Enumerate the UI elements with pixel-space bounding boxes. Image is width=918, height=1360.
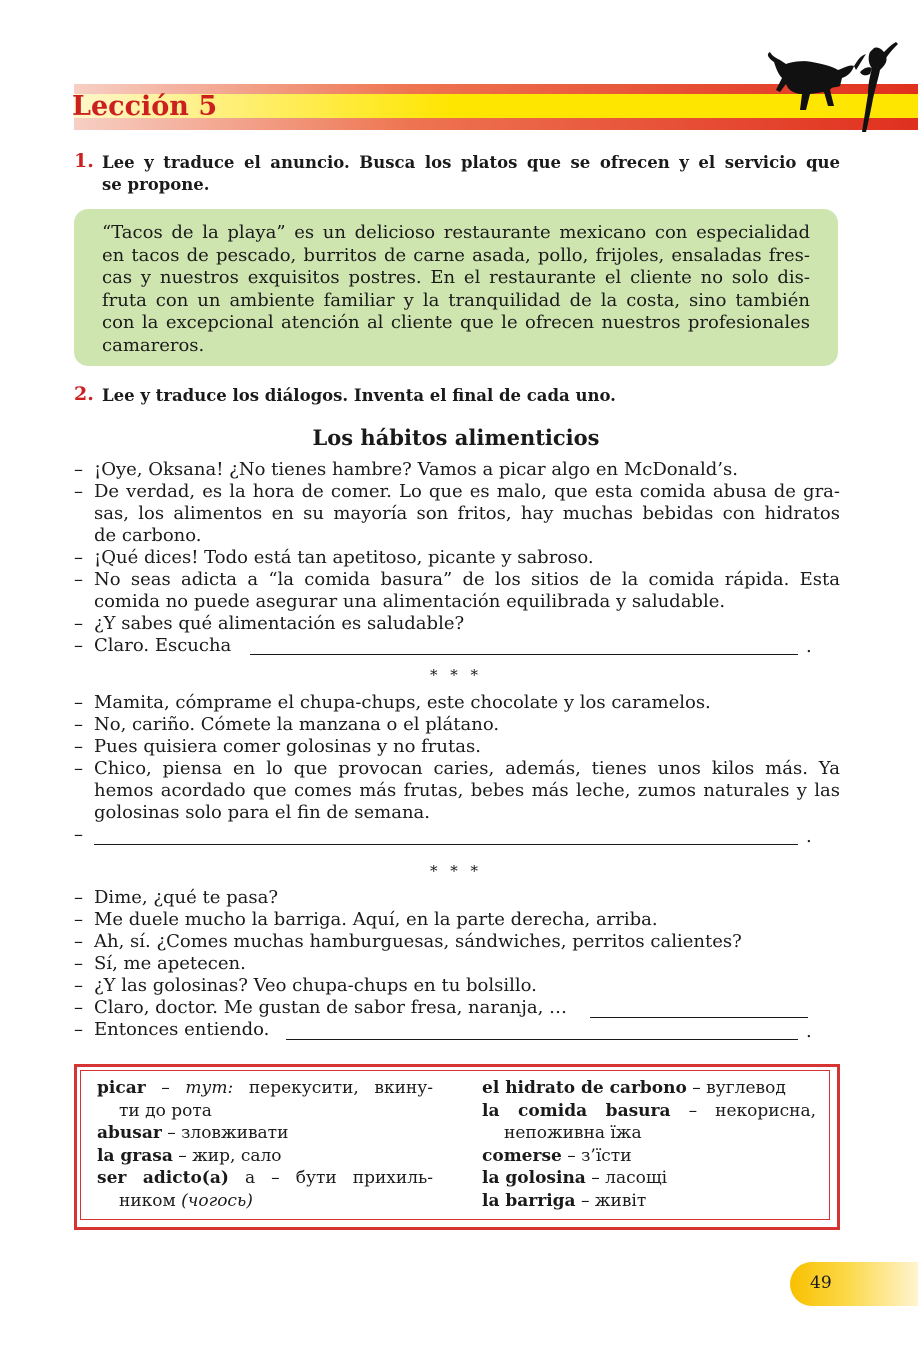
- answer-period: .: [806, 1021, 812, 1042]
- answer-period: .: [806, 826, 812, 847]
- vocab-entry: la grasa – жир, сало: [97, 1145, 282, 1166]
- vocab-entry: el hidrato de carbono – вуглевод: [482, 1078, 786, 1098]
- exercise-1-instruction-line-1: Lee y traduce el anuncio. Busca los platos que se ofrecen y el servicio que: [102, 153, 840, 172]
- vocab-entry: ser adicto(a) а – бути прихиль-: [97, 1168, 433, 1188]
- exercise-2-instruction: Lee y traduce los diálogos. Inventa el final de cada uno.: [102, 386, 616, 405]
- ad-line: en tacos de pescado, burritos de carne asada, pollo, frijoles, ensaladas fres-: [102, 244, 810, 266]
- vocab-entry-continuation: непоживна їжа: [504, 1123, 642, 1143]
- advertisement-text: [102, 222, 810, 357]
- vocab-entry-continuation: ти до рота: [119, 1100, 212, 1121]
- ad-line: “Tacos de la playa” es un delicioso restaurante mexicano con especialidad: [102, 222, 810, 243]
- vocab-entry: la barriga – живіт: [482, 1190, 647, 1211]
- ad-line: fruta con un ambiente familiar y la tranquilidad de la costa, sino también: [102, 289, 810, 311]
- lesson-title: Lección 5: [72, 91, 218, 122]
- page-number: 49: [810, 1273, 832, 1293]
- vocab-entry: abusar – зловживати: [97, 1123, 289, 1143]
- answer-blank-2[interactable]: [94, 844, 798, 845]
- vocab-entry: la golosina – ласощі: [482, 1168, 668, 1188]
- bullfight-illustration: [762, 40, 902, 135]
- exercise-2-number: 2.: [74, 383, 94, 405]
- vocabulary-left-column: [97, 1077, 433, 1212]
- dialog-section-title: Los hábitos alimenticios: [312, 425, 600, 450]
- ad-line: cas y nuestros exquisitos postres. En el restaurante el cliente no solo dis-: [102, 267, 810, 288]
- textbook-page: Lección 5 1. Lee y traduce el anuncio. Busca los platos que se ofrecen y el servicio que se propone. “Tacos de la playa” es un delicioso restaurante mexicano con especialidad en tacos de pescado, burritos de carne asada, pollo, frijoles, ensaladas fres- cas y nuestros exquisitos postres. En el restaurante el cliente no solo dis- fruta con un ambiente familiar y la tranquilidad de la costa, sino también con la excepcional atención al cliente que le ofrecen nuestros profesionales camareros. 2. Lee y traduce los diálogos. Inventa el final de cada uno. Los hábitos alimenticios – ¡Oye, Oksana! ¿No tienes hambre? Vamos a picar algo en McDonald’s. – De verdad, es la hora de comer. Lo que es malo, que esta comida abusa de gra- sas, los alimentos en su mayoría son fritos, hay muchas bebidas con hidratos de carbono. – ¡Qué dices! Todo está tan apetitoso, picante y sabroso. – No seas adicta a “la comida basura” de los sitios de la comida rápida. Esta comida no puede asegurar una alimentación equilibrada y saludable. – ¿Y sabes qué alimentación es saludable? – Claro. Escucha . * * * – Mamita, cómprame el chupa-chups, este chocolate y los caramelos. – No, cariño. Cómete la manzana o el plátano. – Pues quisiera comer golosinas y no frutas. – Chico, piensa en lo que provocan caries, además, tienes unos kilos más. Ya hemos acordado que comes más frutas, bebes más leche, zumos naturales y las golosinas solo para el fin de semana. – . * * * – Dime, ¿qué te pasa? – Me duele mucho la barriga. Aquí, en la parte derecha, arriba. – Ah, sí. ¿Comes muchas hamburguesas, sándwiches, perritos calientes? – Sí, me apetecen. – ¿Y las golosinas? Veo chupa-chups en tu bolsillo. – Claro, doctor. Me gustan de sabor fresa, naranja, … – Entonces entiendo. . picar – тут: перекусити, вкину- ти до рота abusar – зловживати la grasa – жир, сало ser adicto(a) а – бути прихиль- ником (чогось) el hidrato de carbono – вуглевод la comida basura – некорисна, непоживна їжа comerse – з’їсти la golosina – ласощі la barriga – живіт 49: [0, 0, 918, 1360]
- vocab-entry: picar – тут: перекусити, вкину-: [97, 1078, 433, 1098]
- vocab-entry: la comida basura – некорисна,: [482, 1100, 817, 1121]
- ad-line: con la excepcional atención al cliente que le ofrecen nuestros profesionales: [102, 312, 810, 333]
- dialog-separator: * * *: [429, 666, 483, 684]
- vocab-entry: comerse – з’їсти: [482, 1145, 632, 1166]
- ad-line: camareros.: [102, 334, 205, 356]
- answer-blank-4[interactable]: [286, 1039, 798, 1040]
- vocabulary-right-column: [482, 1077, 816, 1212]
- answer-blank-1[interactable]: [250, 654, 798, 655]
- dialog-separator: * * *: [429, 862, 483, 880]
- answer-blank-3[interactable]: [590, 1017, 808, 1018]
- vocab-entry-continuation: ником (чогось): [119, 1190, 253, 1211]
- bullfighter-silhouette-icon: [860, 42, 898, 132]
- exercise-1-number: 1.: [74, 150, 94, 172]
- answer-period: .: [806, 636, 812, 657]
- bull-silhouette-icon: [768, 52, 866, 110]
- exercise-1-instruction-line-2: se propone.: [102, 175, 210, 194]
